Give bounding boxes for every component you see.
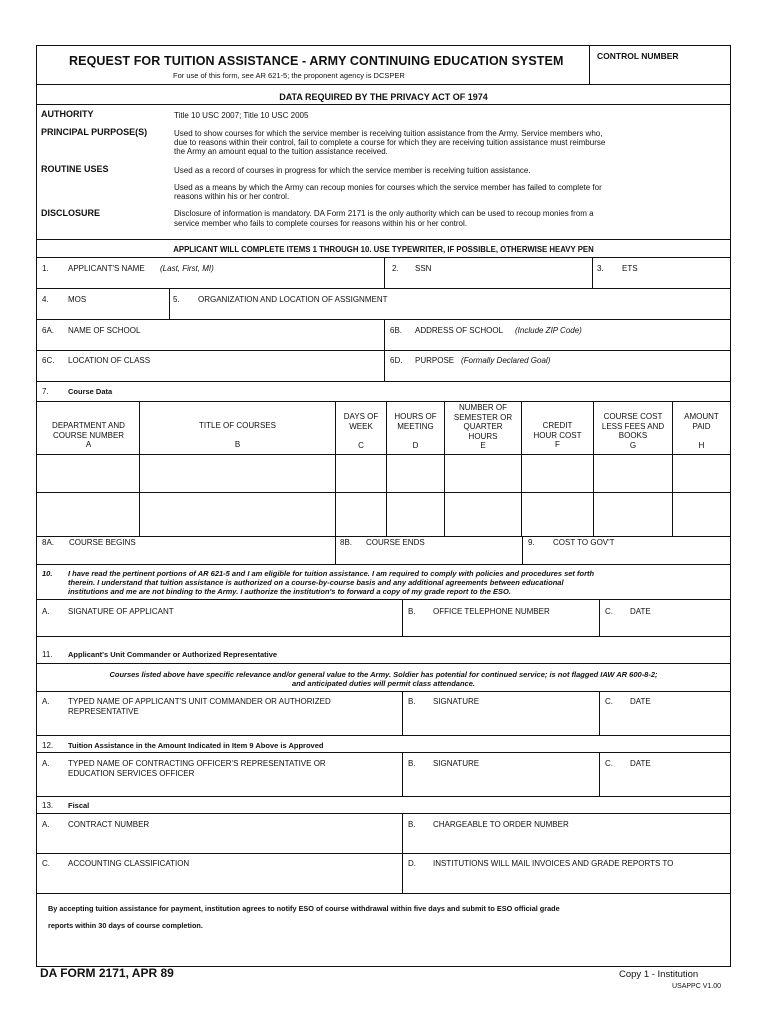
commander-signature-label: SIGNATURE xyxy=(433,697,480,706)
item8b-number: 8B. xyxy=(340,538,353,547)
form-identifier: DA FORM 2171, APR 89 xyxy=(40,966,174,980)
item12-number: 12. xyxy=(42,741,54,750)
item10-number: 10. xyxy=(42,569,53,578)
divider xyxy=(37,536,730,537)
ets-field[interactable] xyxy=(594,274,729,288)
column-header-credit-cost: CREDIT HOUR COST F xyxy=(533,421,582,449)
divider xyxy=(37,104,730,105)
disclosure-line1: Disclosure of information is mandatory. DA Form 2171 is the only authority which can be used to recoup monies from a xyxy=(174,209,594,218)
item11c-letter: C. xyxy=(605,697,613,706)
course-ends-label: COURSE ENDS xyxy=(366,538,425,547)
column-header-hours: HOURS OF MEETING D xyxy=(394,412,437,450)
item3-number: 3. xyxy=(597,264,604,273)
form-subtitle: For use of this form, see AR 621-5; the proponent agency is DCSPER xyxy=(173,71,405,80)
routine-uses-line2: Used as a means by which the Army can recoup monies for courses which the service member has failed to complete for xyxy=(174,183,602,192)
organization-field[interactable] xyxy=(171,305,729,319)
divider xyxy=(37,564,730,565)
item11-number: 11. xyxy=(42,650,53,659)
course-data-label: Course Data xyxy=(68,387,113,396)
divider xyxy=(402,599,403,636)
item5-number: 5. xyxy=(173,295,180,304)
item10a-letter: A. xyxy=(42,607,50,616)
applicant-name-label: APPLICANT'S NAME xyxy=(68,264,145,273)
divider xyxy=(384,350,385,381)
divider xyxy=(37,893,730,894)
school-address-field[interactable] xyxy=(386,336,729,350)
commander-name-label-line2: REPRESENTATIVE xyxy=(68,707,139,716)
item8a-number: 8A. xyxy=(42,538,55,547)
applicant-date-field[interactable] xyxy=(601,617,729,635)
item12-label: Tuition Assistance in the Amount Indicated in Item 9 Above is Approved xyxy=(68,741,324,750)
office-phone-label: OFFICE TELEPHONE NUMBER xyxy=(433,607,550,616)
course-begins-field[interactable] xyxy=(38,548,334,563)
divider xyxy=(384,319,385,350)
divider xyxy=(599,691,600,735)
officer-signature-field[interactable] xyxy=(404,769,597,795)
item10-line2: therein. I understand that tuition assistance is authorized on a course-by-course basis and any additional agreements between educational xyxy=(68,578,564,587)
cost-to-govt-label: COST TO GOV'T xyxy=(553,538,615,547)
divider xyxy=(384,257,385,288)
item11b-letter: B. xyxy=(408,697,416,706)
institution-notice-line2: reports within 30 days of course completion. xyxy=(48,921,203,930)
officer-name-label-line2: EDUCATION SERVICES OFFICER xyxy=(68,769,195,778)
item13d-letter: D. xyxy=(408,859,416,868)
tuition-assistance-form xyxy=(36,45,731,967)
course-begins-label: COURSE BEGINS xyxy=(69,538,136,547)
course-ends-field[interactable] xyxy=(337,548,521,563)
purpose-field[interactable] xyxy=(386,366,729,380)
divider xyxy=(37,752,730,753)
item2-number: 2. xyxy=(392,264,399,273)
invoice-address-label: INSTITUTIONS WILL MAIL INVOICES AND GRADE REPORTS TO xyxy=(433,859,674,868)
purpose-label: PURPOSE xyxy=(415,356,455,365)
applicant-signature-field[interactable] xyxy=(38,617,401,635)
divider xyxy=(522,536,523,564)
accounting-classification-field[interactable] xyxy=(38,869,401,892)
column-header-amount-paid: AMOUNT PAID H xyxy=(684,412,719,450)
item12b-letter: B. xyxy=(408,759,416,768)
officer-name-label-line1: TYPED NAME OF CONTRACTING OFFICER'S REPRESENTATIVE OR xyxy=(68,759,326,768)
contract-number-field[interactable] xyxy=(38,830,401,852)
privacy-act-heading: DATA REQUIRED BY THE PRIVACY ACT OF 1974 xyxy=(279,92,488,102)
officer-signature-label: SIGNATURE xyxy=(433,759,480,768)
ssn-label: SSN xyxy=(415,264,432,273)
ets-label: ETS xyxy=(622,264,638,273)
school-address-hint: (Include ZIP Code) xyxy=(515,326,582,335)
divider xyxy=(37,813,730,814)
authority-text: Title 10 USC 2007; Title 10 USC 2005 xyxy=(174,111,309,120)
commander-date-field[interactable] xyxy=(601,707,729,734)
divider xyxy=(37,735,730,736)
purpose-hint: (Formally Declared Goal) xyxy=(461,356,551,365)
item12a-letter: A. xyxy=(42,759,50,768)
disclosure-label: DISCLOSURE xyxy=(41,208,101,218)
applicant-date-label: DATE xyxy=(630,607,651,616)
column-header-days: DAYS OF WEEK C xyxy=(343,412,379,450)
item13-label: Fiscal xyxy=(68,801,90,810)
course-row-2[interactable] xyxy=(38,493,730,535)
item10b-letter: B. xyxy=(408,607,416,616)
divider xyxy=(37,853,730,854)
routine-uses-line1: Used as a record of courses in progress for which the service member is receiving tuition assistance. xyxy=(174,166,531,175)
form-title: REQUEST FOR TUITION ASSISTANCE - ARMY CONTINUING EDUCATION SYSTEM xyxy=(69,54,564,68)
divider xyxy=(599,752,600,796)
chargeable-order-field[interactable] xyxy=(404,830,729,852)
item13a-letter: A. xyxy=(42,820,50,829)
school-name-field[interactable] xyxy=(38,336,383,350)
authority-label: AUTHORITY xyxy=(41,109,94,119)
class-location-label: LOCATION OF CLASS xyxy=(68,356,151,365)
item9-number: 9. xyxy=(528,538,535,547)
divider xyxy=(402,752,403,796)
contract-number-label: CONTRACT NUMBER xyxy=(68,820,150,829)
divider xyxy=(37,636,730,637)
control-number-label: CONTROL NUMBER xyxy=(597,51,679,61)
officer-date-label: DATE xyxy=(630,759,651,768)
column-header-course-cost: COURSE COST LESS FEES AND BOOKS G xyxy=(601,412,665,450)
applicant-name-hint: (Last, First, MI) xyxy=(160,264,214,273)
item6b-number: 6B. xyxy=(390,326,403,335)
course-row-1[interactable] xyxy=(38,455,730,491)
disclosure-line2: service member who fails to complete courses for reasons within his or her control. xyxy=(174,219,468,228)
divider xyxy=(37,239,730,240)
accounting-classification-label: ACCOUNTING CLASSIFICATION xyxy=(68,859,190,868)
item11a-letter: A. xyxy=(42,697,50,706)
commander-date-label: DATE xyxy=(630,697,651,706)
divider xyxy=(592,257,593,288)
divider xyxy=(37,401,730,402)
principal-purpose-line3: the Army an amount equal to the tuition assistance received. xyxy=(174,147,388,156)
commander-signature-field[interactable] xyxy=(404,707,597,734)
item6a-number: 6A. xyxy=(42,326,55,335)
item11-statement-line2: and anticipated duties will permit class attendance. xyxy=(292,679,475,688)
column-header-department: DEPARTMENT AND COURSE NUMBER A xyxy=(52,421,125,449)
divider xyxy=(335,536,336,564)
commander-name-label-line1: TYPED NAME OF APPLICANT'S UNIT COMMANDER OR AUTHORIZED xyxy=(68,697,331,706)
item12c-letter: C. xyxy=(605,759,613,768)
item10-line3: institutions and me are not binding to the Army. I authorize the institution's to forward a copy of my grade report to the ESO. xyxy=(68,587,511,596)
column-header-title: TITLE OF COURSES B xyxy=(199,421,276,449)
principal-purpose-line2: due to reasons within their control, fail to complete a course for which they are receiving tuition assistance must reimburse xyxy=(174,138,606,147)
officer-name-field[interactable] xyxy=(38,779,401,795)
item6c-number: 6C. xyxy=(42,356,55,365)
item13c-letter: C. xyxy=(42,859,50,868)
divider xyxy=(37,796,730,797)
copy-designation: Copy 1 - Institution xyxy=(619,969,699,980)
applicant-name-field[interactable] xyxy=(38,274,383,288)
applicant-signature-label: SIGNATURE OF APPLICANT xyxy=(68,607,174,616)
officer-date-field[interactable] xyxy=(601,769,729,795)
divider xyxy=(37,691,730,692)
mos-label: MOS xyxy=(68,295,87,304)
principal-purpose-line1: Used to show courses for which the service member is receiving tuition assistance from the Army. Service members who, xyxy=(174,129,603,138)
mos-field[interactable] xyxy=(38,305,168,319)
invoice-address-field[interactable] xyxy=(404,869,729,892)
item1-number: 1. xyxy=(42,264,49,273)
ssn-field[interactable] xyxy=(386,274,590,288)
cost-to-govt-field[interactable] xyxy=(524,548,729,563)
item7-number: 7. xyxy=(42,387,49,396)
control-number-field[interactable] xyxy=(590,62,730,82)
school-address-label: ADDRESS OF SCHOOL xyxy=(415,326,504,335)
item4-number: 4. xyxy=(42,295,49,304)
item11-label: Applicant's Unit Commander or Authorized Representative xyxy=(68,650,278,659)
item11-statement-line1: Courses listed above have specific relevance and/or general value to the Army. Soldier has potential for continued service; is not flagged IAW AR 600-8-2; xyxy=(109,670,658,679)
item10-line1: I have read the pertinent portions of AR 621-5 and I am eligible for tuition assistance. I am required to comply with policies and procedures set forth xyxy=(68,569,595,578)
divider xyxy=(599,599,600,636)
divider xyxy=(37,663,730,664)
instructions: APPLICANT WILL COMPLETE ITEMS 1 THROUGH 10. USE TYPEWRITER, IF POSSIBLE, OTHERWISE HEAVY PEN xyxy=(173,245,594,254)
item13-number: 13. xyxy=(42,801,54,810)
item6d-number: 6D. xyxy=(390,356,403,365)
chargeable-order-label: CHARGEABLE TO ORDER NUMBER xyxy=(433,820,569,829)
divider xyxy=(37,381,730,382)
divider xyxy=(169,288,170,319)
school-name-label: NAME OF SCHOOL xyxy=(68,326,141,335)
routine-uses-line3: reasons within his or her control. xyxy=(174,192,290,201)
version-label: USAPPC V1.00 xyxy=(672,983,722,990)
divider xyxy=(402,691,403,735)
organization-label: ORGANIZATION AND LOCATION OF ASSIGNMENT xyxy=(198,295,388,304)
commander-name-field[interactable] xyxy=(38,717,401,734)
column-header-semester-hours: NUMBER OF SEMESTER OR QUARTER HOURS E xyxy=(453,403,513,450)
item10c-letter: C. xyxy=(605,607,613,616)
institution-notice-line1: By accepting tuition assistance for payment, institution agrees to notify ESO of course withdrawal within five days and submit to ESO official grade xyxy=(48,904,560,913)
divider xyxy=(37,599,730,600)
divider xyxy=(37,288,730,289)
item13b-letter: B. xyxy=(408,820,416,829)
class-location-field[interactable] xyxy=(38,366,383,380)
routine-uses-label: ROUTINE USES xyxy=(41,164,109,174)
principal-purpose-label: PRINCIPAL PURPOSE(S) xyxy=(41,127,148,137)
office-phone-field[interactable] xyxy=(404,617,597,635)
divider xyxy=(37,84,730,85)
